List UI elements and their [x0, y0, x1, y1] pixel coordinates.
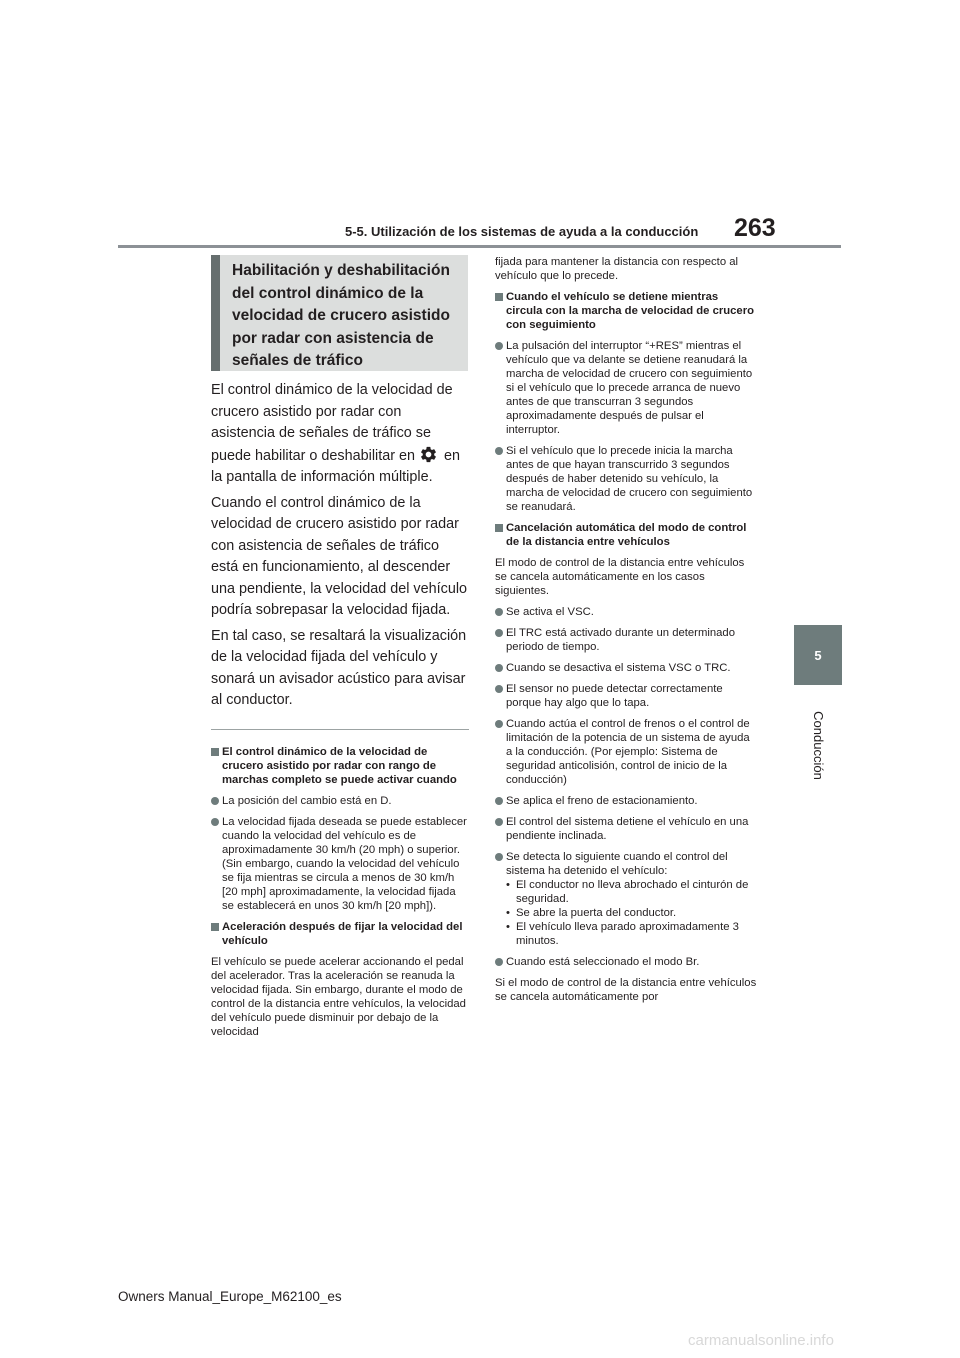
- bullet-item: El sensor no puede detectar correctamente porque hay algo que lo tapa.: [495, 682, 757, 710]
- bullet-text: Se detecta lo siguiente cuando el control del sistema ha detenido el vehículo:: [506, 851, 728, 877]
- bullet-item: [495, 850, 757, 948]
- subsection-title-auto-cancel: Cancelación automática del modo de control de la distancia entre vehículos: [495, 521, 757, 549]
- watermark: carmanualsonline.info: [688, 1332, 834, 1349]
- section-title: 5-5. Utilización de los sistemas de ayuda a la conducción: [345, 224, 699, 239]
- dash-item: • Se abre la puerta del conductor.: [506, 906, 757, 920]
- intro-p1-before: El control dinámico de la velocidad de crucero asistido por radar con asistencia de señales de tráfico se puede habilitar o deshabilitar en: [211, 382, 453, 464]
- gear-icon: [419, 445, 438, 464]
- section-divider: [211, 729, 469, 730]
- chapter-label: [784, 690, 852, 800]
- footer-text: Owners Manual_Europe_M62100_es: [118, 1289, 342, 1304]
- header-divider: [118, 245, 841, 248]
- dash-item: • El vehículo lleva parado aproximadamente 3 minutos.: [506, 920, 757, 948]
- bullet-item: El control del sistema detiene el vehículo en una pendiente inclinada.: [495, 815, 757, 843]
- left-column: [211, 380, 469, 1046]
- chapter-number-tab[interactable]: [794, 625, 842, 685]
- subsection-title-activation: El control dinámico de la velocidad de crucero asistido por radar con rango de marchas completo se puede activar cuando: [211, 745, 469, 787]
- bullet-item: Cuando está seleccionado el modo Br.: [495, 955, 757, 969]
- bullet-text: La velocidad fijada deseada se puede establecer cuando la velocidad del vehículo es de aproximadamente 30 km/h (20 mph) o superior.: [222, 815, 467, 856]
- paragraph: El vehículo se puede acelerar accionando el pedal del acelerador. Tras la aceleración se reanuda la velocidad fijada. Sin embargo, durante el modo de control de la distancia entre vehículos, la velocidad del vehículo puede disminuir por debajo de la velocidad: [211, 955, 466, 1038]
- bullet-item: La posición del cambio está en D.: [211, 794, 469, 808]
- chapter-label-text: Conducción: [810, 710, 826, 780]
- bullet-text-note: (Sin embargo, cuando la velocidad del vehículo se fija mientras se circula a menos de 30 km/h [20 mph] aproximadamente, la velocidad fijada se establecerá en unos 30 km/h [20 mph]).: [222, 857, 460, 912]
- bullet-item: Cuando se desactiva el sistema VSC o TRC.: [495, 661, 757, 675]
- page-number: 263: [734, 214, 776, 242]
- chapter-number: 5: [814, 647, 822, 663]
- paragraph: Si el modo de control de la distancia entre vehículos se cancela automáticamente por: [495, 977, 757, 1003]
- paragraph: El modo de control de la distancia entre vehículos se cancela automáticamente en los casos siguientes.: [495, 557, 745, 597]
- bullet-item: La pulsación del interruptor “+RES” mientras el vehículo que va delante se detiene reanudará la marcha de velocidad de crucero con seguimiento si el vehículo que lo precede arranca de nuevo antes de que transcurran 3 segundos aproximadamente después de pulsar el interruptor.: [495, 339, 757, 437]
- subsection-title-vehicle-stop: Cuando el vehículo se detiene mientras circula con la marcha de velocidad de crucero con seguimiento: [495, 290, 757, 332]
- bullet-item: Se activa el VSC.: [495, 605, 757, 619]
- right-column: [495, 255, 757, 1011]
- paragraph-continued: fijada para mantener la distancia con respecto al vehículo que lo precede.: [495, 256, 739, 282]
- intro-paragraph-3: En tal caso, se resaltará la visualización de la velocidad fijada del vehículo y sonará un avisador acústico para avisar al conductor.: [211, 627, 467, 708]
- section-heading: Habilitación y deshabilitación del control dinámico de la velocidad de crucero asistido por radar con asistencia de señales de tráfico: [211, 255, 468, 371]
- bullet-item: Cuando actúa el control de frenos o el control de limitación de la potencia de un sistema de ayuda a la conducción. (Por ejemplo: Sistema de seguridad anticolisión, control de inicio de la conducción): [495, 717, 757, 787]
- bullet-item: [211, 815, 469, 913]
- dash-item: • El conductor no lleva abrochado el cinturón de seguridad.: [506, 878, 757, 906]
- intro-p1-after: en la pantalla de información múltiple.: [211, 447, 461, 485]
- subsection-title-acceleration: Aceleración después de fijar la velocidad del vehículo: [211, 920, 469, 948]
- intro-paragraph-2: Cuando el control dinámico de la velocidad de crucero asistido por radar con asistencia de señales de tráfico está en funcionamiento, al descender una pendiente, la velocidad del vehículo podría sobrepasar la velocidad fijada.: [211, 494, 468, 618]
- bullet-item: El TRC está activado durante un determinado periodo de tiempo.: [495, 626, 757, 654]
- intro-paragraph-1: [211, 380, 469, 489]
- bullet-item: Si el vehículo que lo precede inicia la marcha antes de que hayan transcurrido 3 segundos después de haber detenido su vehículo, la marcha de velocidad de crucero con seguimiento se reanudará.: [495, 444, 757, 514]
- bullet-item: Se aplica el freno de estacionamiento.: [495, 794, 757, 808]
